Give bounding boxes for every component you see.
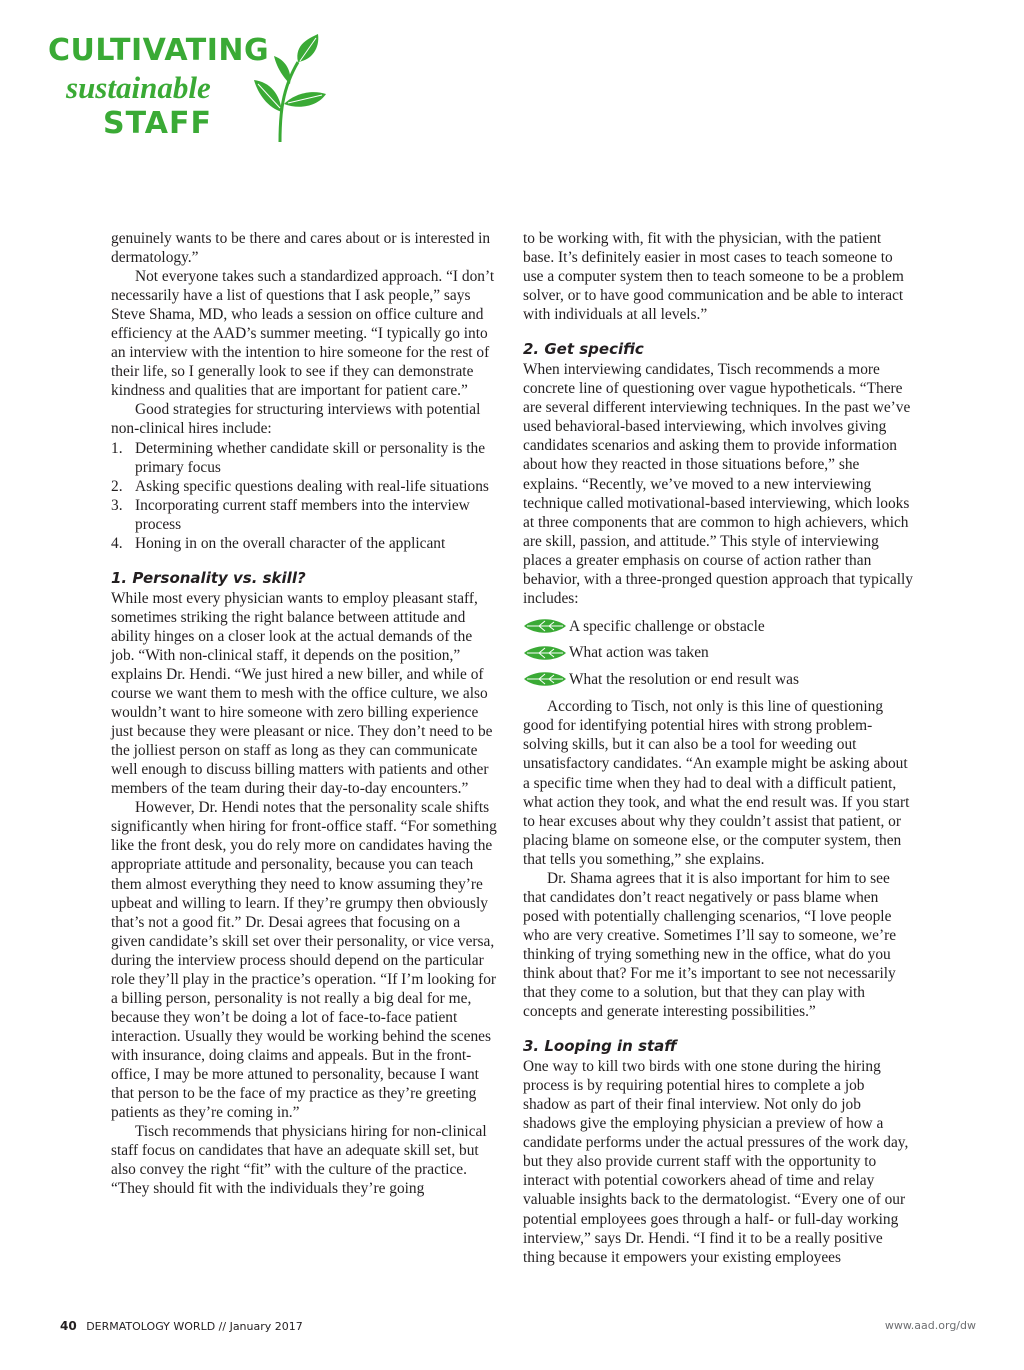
body-paragraph: Tisch recommends that physicians hiring for non-clinical staff focus on candidates that have an adequate skill set, but also convey the right “fit” with the culture of the practice. “They should fit with the individuals they’re going: [111, 1123, 487, 1198]
list-item: [523, 639, 915, 666]
section-heading-personality: 1. Personality vs. skill?: [111, 568, 306, 587]
list-item: [111, 496, 497, 534]
leaf-bullet-icon: [523, 645, 567, 661]
body-paragraph: However, Dr. Hendi notes that the personality scale shifts significantly when hiring for front-office staff. “For something like the front desk, you do rely more on candidates having the appropriate attitude and personality, because you can teach them almost everything they need to know assuming they’re upbeat and willing to learn. If they’re grumpy then obviously that’s not a good fit.” Dr. Desai agrees that focusing on a given candidate’s skill set over their personality, or vice versa, during the interview process should depend on the particular role they’ll play in the practice’s operation. “If I’m looking for a billing person, personality is not really a big deal for me, because they won’t be doing a lot of face-to-face patient interaction. Usually they would be working behind the scenes with insurance, doing claims and appeals. But in the front-office, I may be more attuned to personality, because I want that person to be the face of my practice as they’re greeting patients as they’re coming in.”: [111, 799, 497, 1122]
leaf-bullet-icon: [523, 671, 567, 687]
footer-url: www.aad.org/dw: [884, 1319, 976, 1332]
list-number: 4.: [111, 534, 123, 552]
bullet-text: What action was taken: [569, 644, 709, 662]
leaf-sprig-icon: [250, 34, 340, 146]
leaf-bullet-list: [523, 613, 915, 693]
list-text: Incorporating current staff members into the interview process: [135, 496, 470, 533]
list-item: [523, 666, 915, 693]
list-number: 1.: [111, 439, 123, 457]
page-footer-left: [60, 1319, 303, 1333]
left-column: [111, 229, 497, 1198]
section-heading-get-specific: 2. Get specific: [523, 340, 644, 359]
leaf-bullet-icon: [523, 618, 567, 634]
body-paragraph: When interviewing candidates, Tisch recommends a more concrete line of questioning over vague hypotheticals. “There are several different interviewing techniques. In the past we’ve used behavioral-based interviewing, which involves giving candidates scenarios and asking them to provide information about how they reacted in those situations before,” she explains. “Recently, we’ve moved to a new interviewing technique called motivational-based interviewing, which looks at three components that are common to high achievers, which are skill, passion, and attitude.” This style of interviewing places a greater emphasis on course of action rather than behavior, with a three-pronged question approach that typically includes:: [523, 361, 914, 607]
section-heading-looping-in-staff: 3. Looping in staff: [523, 1037, 677, 1056]
logo-word-cultivating: CULTIVATING: [48, 33, 270, 68]
body-paragraph: Dr. Shama agrees that it is also important for him to see that candidates don’t react negatively or pass blame when posed with potentially challenging scenarios, “I love people who are very creative. Sometimes I’ll say to someone, we’re thinking of trying something new in the office, what do you think about that? For me it’s important to see not necessarily that they come to a solution, but that they can play with concepts and generate interesting possibilities.”: [523, 869, 897, 1021]
body-paragraph: Not everyone takes such a standardized approach. “I don’t necessarily have a list of questions that I ask people,” says Steve Shama, MD, who leads a session on office culture and efficiency at the AAD’s summer meeting. “I typically go into an interview with the intention to hire someone for the rest of their life, so I generally look to see if they can demonstrate kindness and qualities that are important for patient care.”: [111, 268, 495, 400]
list-text: Determining whether candidate skill or personality is the primary focus: [135, 439, 486, 476]
logo-word-sustainable: sustainable: [66, 70, 211, 105]
page-number: 40: [60, 1319, 77, 1333]
bullet-text: What the resolution or end result was: [569, 670, 799, 688]
section-logo: [18, 34, 338, 144]
list-number: 3.: [111, 496, 123, 514]
body-paragraph: According to Tisch, not only is this line of questioning good for identifying potential hires with strong problem-solving skills, but it can also be a tool for weeding out unsatisfactory candidates. “An example might be asking about a specific time when they had to deal with a difficult patient, what action they took, and what the end result was. If you start to hear excuses about why they couldn’t assist that patient, or placing blame on someone else, or the computer system, then that tells you something,” she explains.: [523, 698, 910, 868]
body-paragraph: Good strategies for structuring interviews with potential non-clinical hires include:: [111, 401, 481, 438]
strategy-list: [111, 439, 497, 553]
body-paragraph: to be working with, fit with the physician, with the patient base. It’s definitely easier in most cases to teach someone to use a computer system then to teach someone to be a problem solver, or to have good communication and be able to interact with individuals at all levels.”: [523, 230, 904, 324]
publication-info: DERMATOLOGY WORLD // January 2017: [86, 1320, 303, 1333]
body-paragraph: genuinely wants to be there and cares about or is interested in dermatology.”: [111, 230, 491, 267]
bullet-text: A specific challenge or obstacle: [569, 617, 765, 635]
right-column: [523, 229, 915, 1267]
body-paragraph: One way to kill two birds with one stone during the hiring process is by requiring potential hires to complete a job shadow as part of their final interview. Not only do job shadows give the employing physician a preview of how a candidate performs under the actual pressures of the work day, but they also provide current staff with the opportunity to interact with potential coworkers ahead of time and relay valuable insights back to the dermatologist. “Every one of our potential employees goes through a half- or full-day working interview,” says Dr. Hendi. “I find it to be a really positive thing because it empowers your existing employees: [523, 1058, 909, 1266]
list-text: Asking specific questions dealing with real-life situations: [135, 477, 489, 495]
body-paragraph: While most every physician wants to employ pleasant staff, sometimes striking the right balance between attitude and ability hinges on a closer look at the actual demands of the job. “With non-clinical staff, it depends on the position,” explains Dr. Hendi. “We just hired a new biller, and while of course we want them to mesh with the office culture, we also wouldn’t want to hire someone with zero billing experience just because they were pleasant or nice. They don’t need to be the jolliest person on staff as long as they can communicate well enough to discuss billing matters with patients and other members of the team during their day-to-day encounters.”: [111, 589, 493, 798]
list-item: [111, 439, 497, 477]
list-item: [111, 534, 497, 553]
list-number: 2.: [111, 477, 123, 495]
logo-word-staff: STAFF: [103, 106, 212, 141]
list-item: [111, 477, 497, 496]
list-item: [523, 613, 915, 640]
list-text: Honing in on the overall character of the applicant: [135, 534, 446, 552]
